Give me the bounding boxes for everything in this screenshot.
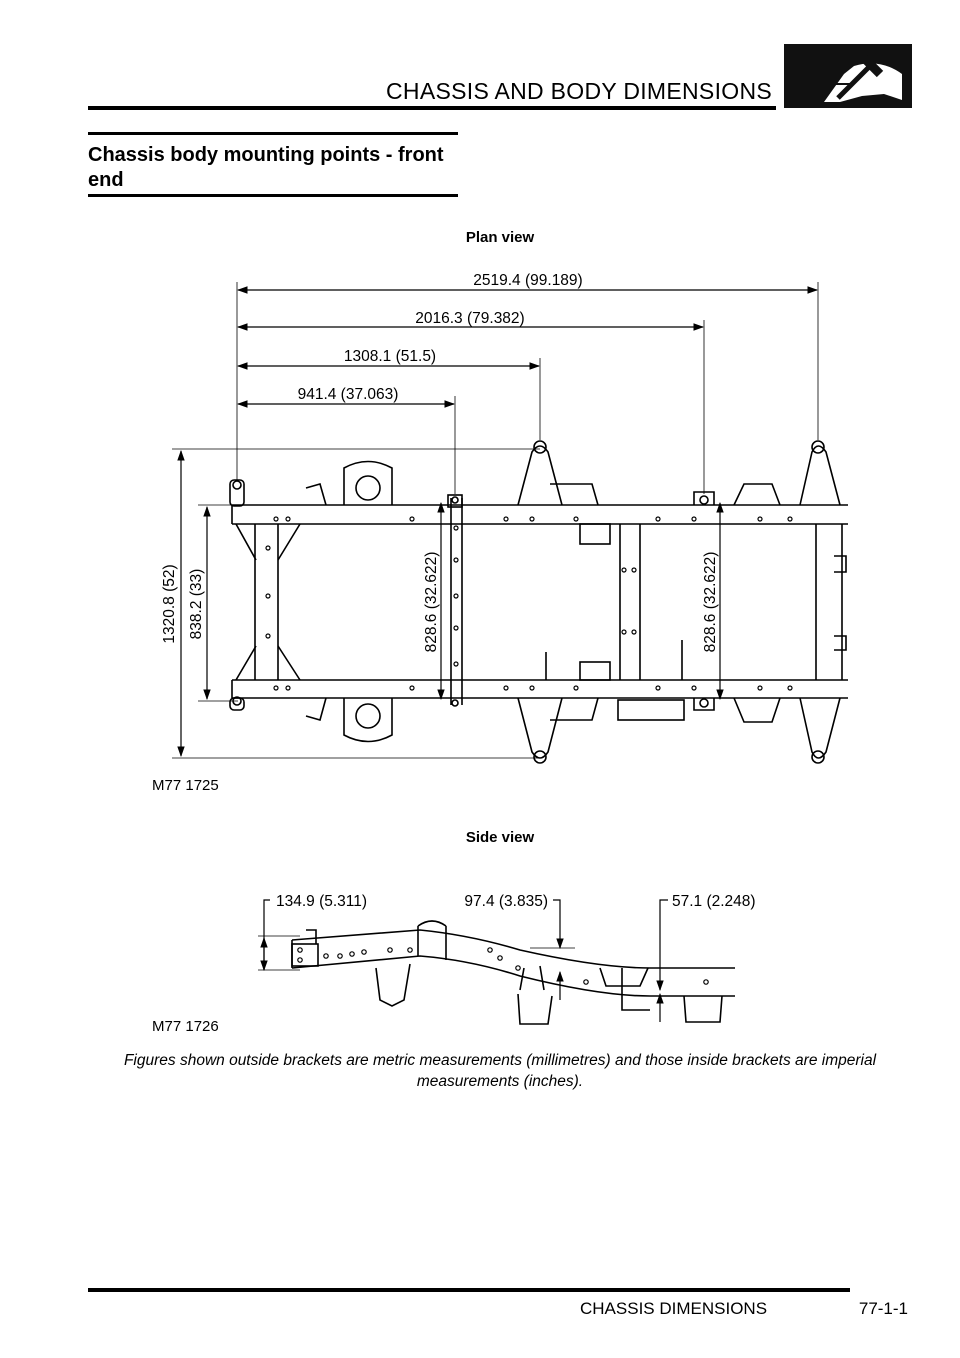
dim-828-b: 828.6 (32.622) [702, 551, 719, 653]
dim-57: 57.1 (2.248) [672, 893, 756, 910]
dim-2519: 2519.4 (99.189) [473, 272, 583, 289]
dim-134: 134.9 (5.311) [276, 893, 368, 910]
side-view-title: Side view [465, 829, 535, 846]
dim-1308: 1308.1 (51.5) [343, 348, 437, 365]
plan-figure-reference: M77 1725 [152, 777, 219, 794]
dim-1320: 1320.8 (52) [161, 564, 178, 644]
footer-section-name: CHASSIS DIMENSIONS [580, 1299, 768, 1318]
dim-941: 941.4 (37.063) [297, 386, 399, 403]
dim-97: 97.4 (3.835) [464, 893, 548, 910]
dim-838: 838.2 (33) [188, 568, 205, 640]
plan-view-title: Plan view [465, 229, 535, 246]
footer-rule [88, 1288, 850, 1292]
measurement-caption: Figures shown outside brackets are metric measurements (millimetres) and those inside brackets are imperial measurements (inches). [123, 1052, 877, 1090]
side-figure-reference: M77 1726 [152, 1018, 219, 1035]
chassis-frame-side [292, 921, 735, 1024]
dim-828-a: 828.6 (32.622) [423, 551, 440, 653]
section-title: Chassis body mounting points - front end [88, 144, 444, 191]
footer-page-number: 77-1-1 [858, 1299, 908, 1318]
page-header-title: CHASSIS AND BODY DIMENSIONS [386, 78, 772, 104]
dim-2016: 2016.3 (79.382) [415, 310, 525, 327]
